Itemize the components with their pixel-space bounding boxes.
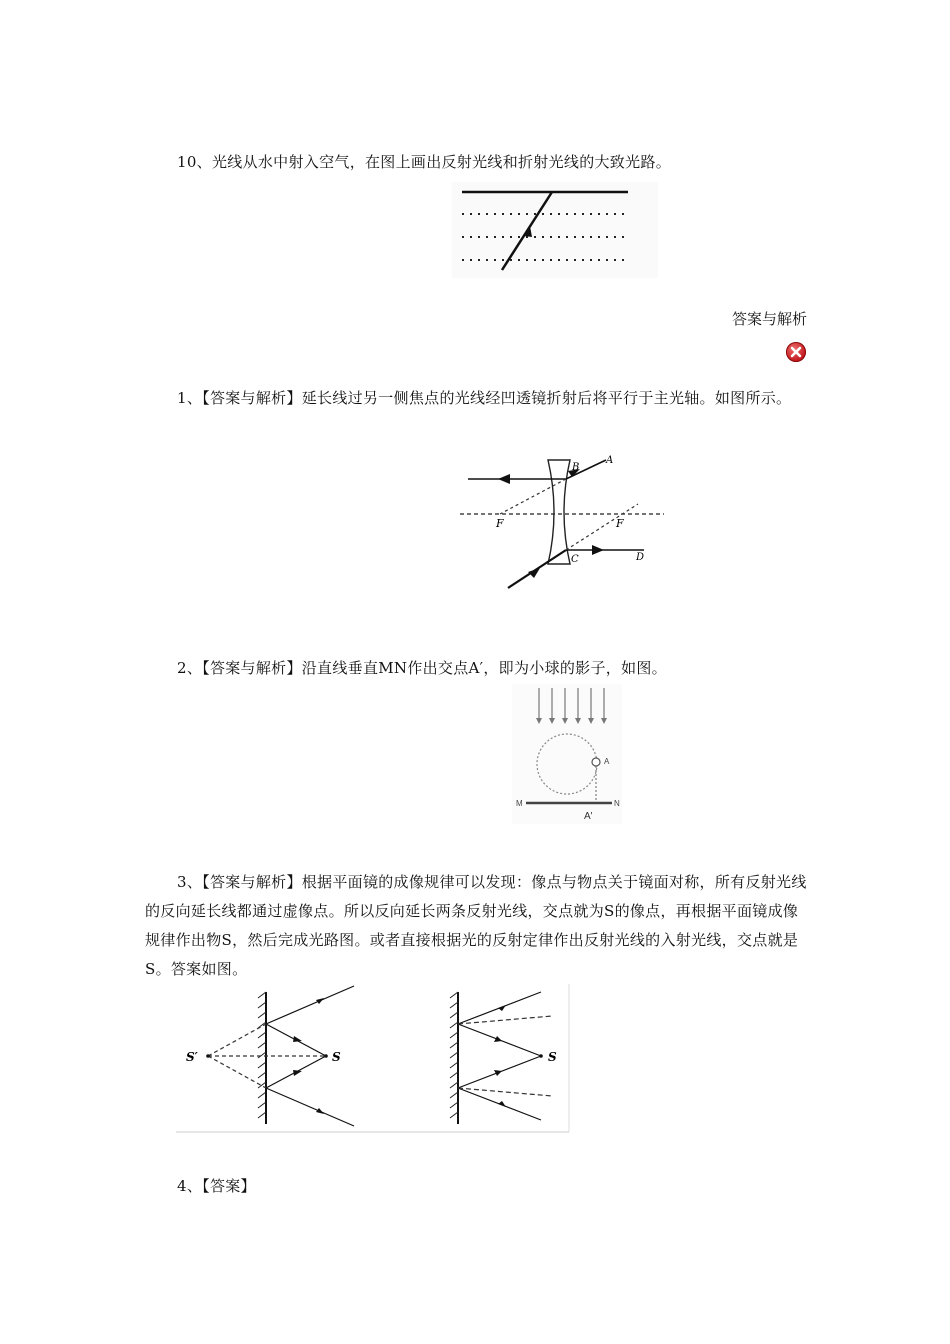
label-S-left: S: [332, 1050, 341, 1064]
label-A: A: [606, 455, 614, 466]
label-D: D: [636, 552, 645, 563]
label-F-right: F: [616, 517, 624, 530]
label-A: A: [604, 757, 610, 766]
label-B: B: [572, 462, 580, 473]
close-icon[interactable]: [786, 342, 806, 362]
label-C: C: [571, 554, 579, 565]
answer-3-text: 3、【答案与解析】根据平面镜的成像规律可以发现：像点与物点关于镜面对称，所有反射光线的反向延长线都通过虚像点。所以反向延长两条反射光线，交点就为S的像点，再根据平面镜成像规律作出物S，然后完成光路图。或者直接根据光的反射定律作出反射光线的入射光线，交点就是S。答案如图。: [145, 873, 807, 978]
question-10-text: 10、光线从水中射入空气，在图上画出反射光线和折射光线的大致光路。: [177, 153, 671, 171]
answer-4-text: 4、【答案】: [177, 1177, 256, 1195]
plane-mirror-figure: [176, 984, 571, 1134]
label-S-prime: S′: [186, 1050, 198, 1064]
concave-lens-figure: [458, 452, 668, 592]
label-N: N: [614, 799, 620, 808]
label-M: M: [516, 799, 523, 808]
answer-section-heading: 答案与解析: [731, 310, 807, 328]
label-F-left: F: [496, 517, 504, 530]
label-S-right: S: [548, 1050, 557, 1064]
answer-2-text: 2、【答案与解析】沿直线垂直MN作出交点A′，即为小球的影子，如图。: [177, 659, 667, 677]
ball-shadow-figure: [512, 684, 622, 824]
water-air-figure: [452, 182, 658, 278]
answer-1-text: 1、【答案与解析】延长线过另一侧焦点的光线经凹透镜折射后将平行于主光轴。如图所示。: [177, 389, 792, 407]
label-A-prime: A': [584, 811, 593, 822]
